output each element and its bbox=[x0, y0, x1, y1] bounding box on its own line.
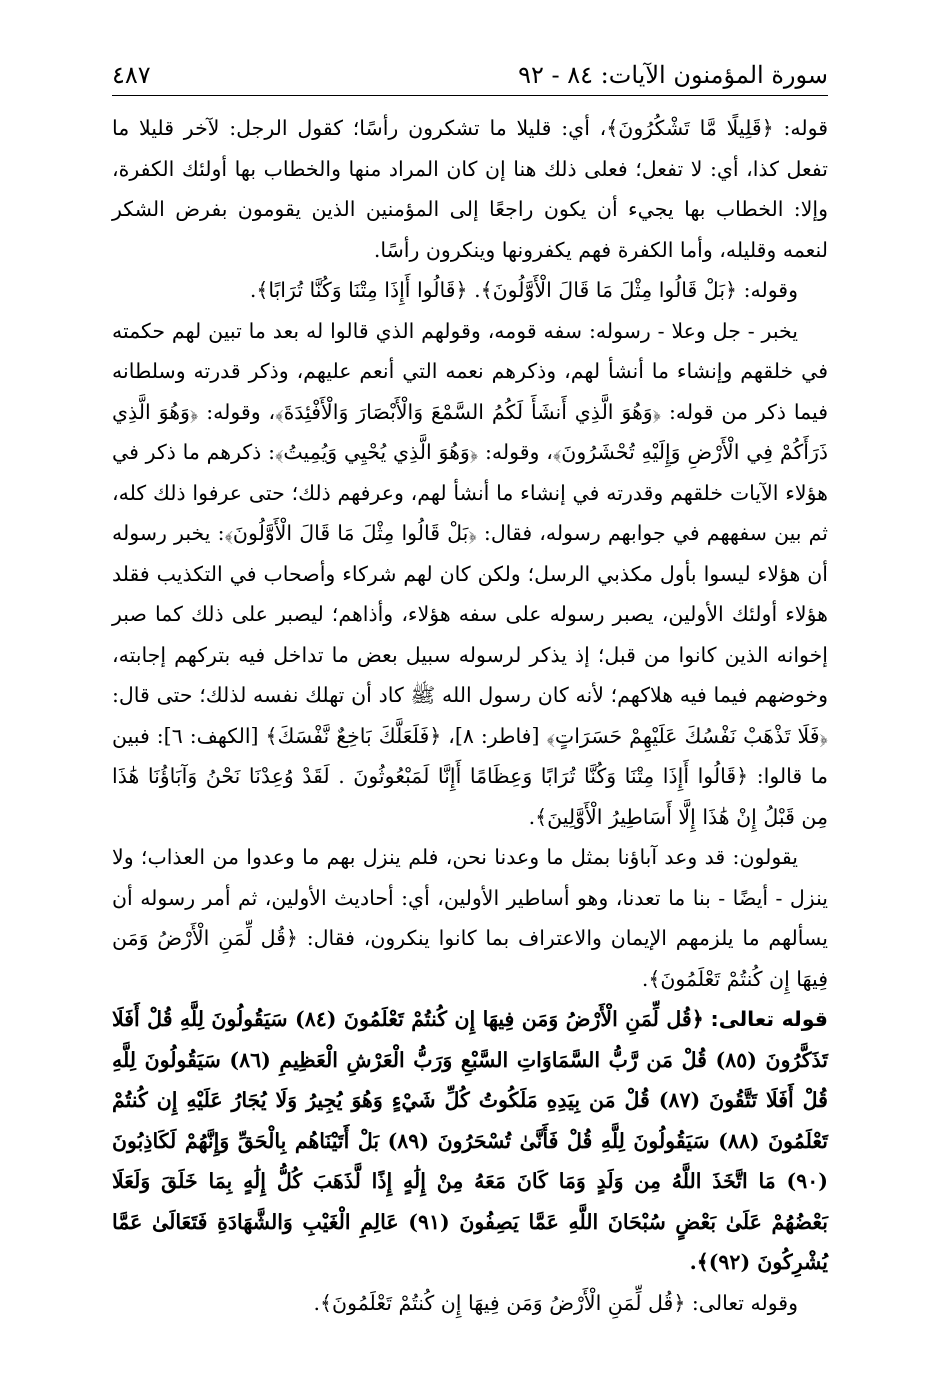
quran-verses: ﴿قُل لِّمَنِ الْأَرْضُ وَمَن فِيهَا إِن كُنتُمْ تَعْلَمُونَ (٨٤) سَيَقُولُونَ لِلَّهِ قُلْ أَفَلَا تَذَكَّرُونَ (٨٥) قُلْ مَن رَّبُّ السَّمَاوَاتِ السَّبْعِ وَرَبُّ الْعَرْشِ الْعَظِيمِ (٨٦) سَيَقُولُونَ لِلَّهِ قُلْ أَفَلَا تَتَّقُونَ (٨٧) قُلْ مَن بِيَدِهِ مَلَكُوتُ كُلِّ شَيْءٍ وَهُوَ يُجِيرُ وَلَا يُجَارُ عَلَيْهِ إِن كُنتُمْ تَعْلَمُونَ (٨٨) سَيَقُولُونَ لِلَّهِ قُلْ فَأَنَّىٰ تُسْحَرُونَ (٨٩) بَلْ أَتَيْنَاهُم بِالْحَقِّ وَإِنَّهُمْ لَكَاذِبُونَ (٩٠) مَا اتَّخَذَ اللَّهُ مِن وَلَدٍ وَمَا كَانَ مَعَهُ مِنْ إِلَٰهٍ إِذًا لَّذَهَبَ كُلُّ إِلَٰهٍ بِمَا خَلَقَ وَلَعَلَا بَعْضُهُمْ عَلَىٰ بَعْضٍ سُبْحَانَ اللَّهِ عَمَّا يَصِفُونَ (٩١) عَالِمِ الْغَيْبِ وَالشَّهَادَةِ فَتَعَالَىٰ عَمَّا يُشْرِكُونَ (٩٢)﴾. bbox=[112, 1007, 829, 1274]
page-header bbox=[112, 50, 828, 90]
paragraph-2: وقوله: ﴿بَلْ قَالُوا مِثْلَ مَا قَالَ الْأَوَّلُونَ﴾. ﴿قَالُوا أَإِذَا مِتْنَا وَكُنَّا تُرَابًا﴾. bbox=[249, 278, 798, 302]
page-number: ٤٨٧ bbox=[112, 61, 151, 89]
page-body bbox=[112, 108, 828, 1323]
quran-passage bbox=[112, 999, 828, 1283]
paragraph-6: وقوله تعالى: ﴿قُل لِّمَنِ الْأَرْضُ وَمَن فِيهَا إِن كُنتُمْ تَعْلَمُونَ﴾. bbox=[313, 1290, 798, 1315]
paragraph-1: قوله: ﴿قَلِيلًا مَّا تَشْكُرُونَ﴾، أي: قليلا ما تشكرون رأسًا؛ كقول الرجل: لآخر قليلا ما تفعل كذا، أي: لا تفعل؛ فعلى ذلك هنا إن كان المراد منها والخطاب بها أولئك الكفرة، وإلا: الخطاب بها يجيء أن يكون راجعًا إلى المؤمنين الذين يقومون بفرض الشكر لنعمه وقليله، وأما الكفرة فهم يكفرونها وينكرون رأسًا. bbox=[112, 116, 828, 262]
paragraph-4: يقولون: قد وعد آباؤنا بمثل ما وعدنا نحن، فلم ينزل بهم ما وعدوا من العذاب؛ ولا ينزل - أيضًا - بنا ما تعدنا، وهو أساطير الأولين، أي: أحاديث الأولين، ثم أمر رسوله أن يسألهم ما يلزمهم الإيمان والاعتراف بما كانوا ينكرون، فقال: ﴿قُل لِّمَنِ الْأَرْضُ وَمَن فِيهَا إِن كُنتُمْ تَعْلَمُونَ﴾. bbox=[112, 845, 828, 991]
passage-label: قوله تعالى: bbox=[710, 1007, 828, 1031]
paragraph-3: يخبر - جل وعلا - رسوله: سفه قومه، وقولهم الذي قالوا له بعد ما تبين لهم حكمته في خلقهم وإنشاء ما أنشأ لهم، وذكرهم نعمه التي أنعم عليهم، وذكر قدرته وسلطانه فيما ذكر من قوله: ﴿وَهُوَ الَّذِي أَنشَأَ لَكُمُ السَّمْعَ وَالْأَبْصَارَ وَالْأَفْئِدَةَ﴾، وقوله: ﴿وَهُوَ الَّذِي ذَرَأَكُمْ فِي الْأَرْضِ وَإِلَيْهِ تُحْشَرُونَ﴾، وقوله: ﴿وَهُوَ الَّذِي يُحْيِي وَيُمِيتُ﴾: ذكرهم ما ذكر في هؤلاء الآيات خلقهم وقدرته في إنشاء ما أنشأ لهم، وعرفهم ذلك؛ حتى عرفوا ذلك كله، ثم بين سفههم في جوابهم رسوله، فقال: ﴿بَلْ قَالُوا مِثْلَ مَا قَالَ الْأَوَّلُونَ﴾: يخبر رسوله أن هؤلاء ليسوا بأول مكذبي الرسل؛ ولكن كان لهم شركاء وأصحاب في التكذيب فقلد هؤلاء أولئك الأولين، يصبر رسوله على سفه هؤلاء، وأذاهم؛ ليصبر على ذلك كما صبر إخوانه الذين كانوا من قبل؛ إذ يذكر لرسوله سبيل بعض ما تداخل فيه بتركهم إجابته، وخوضهم فيما فيه هلاكهم؛ لأنه كان رسول الله ﷺ كاد أن تهلك نفسه لذلك؛ حتى قال: ﴿فَلَا تَذْهَبْ نَفْسُكَ عَلَيْهِمْ حَسَرَاتٍ﴾ [فاطر: ٨]، ﴿فَلَعَلَّكَ بَاخِعٌ نَّفْسَكَ﴾ [الكهف: ٦]: فبين ما قالوا: ﴿قَالُوا أَإِذَا مِتْنَا وَكُنَّا تُرَابًا وَعِظَامًا أَإِنَّا لَمَبْعُوثُونَ . لَقَدْ وُعِدْنَا نَحْنُ وَآبَاؤُنَا هَٰذَا مِن قَبْلُ إِنْ هَٰذَا إِلَّا أَسَاطِيرُ الْأَوَّلِينَ﴾. bbox=[112, 318, 828, 829]
header-divider bbox=[112, 95, 828, 96]
chapter-title: سورة المؤمنون الآيات: ٨٤ - ٩٢ bbox=[518, 61, 828, 89]
